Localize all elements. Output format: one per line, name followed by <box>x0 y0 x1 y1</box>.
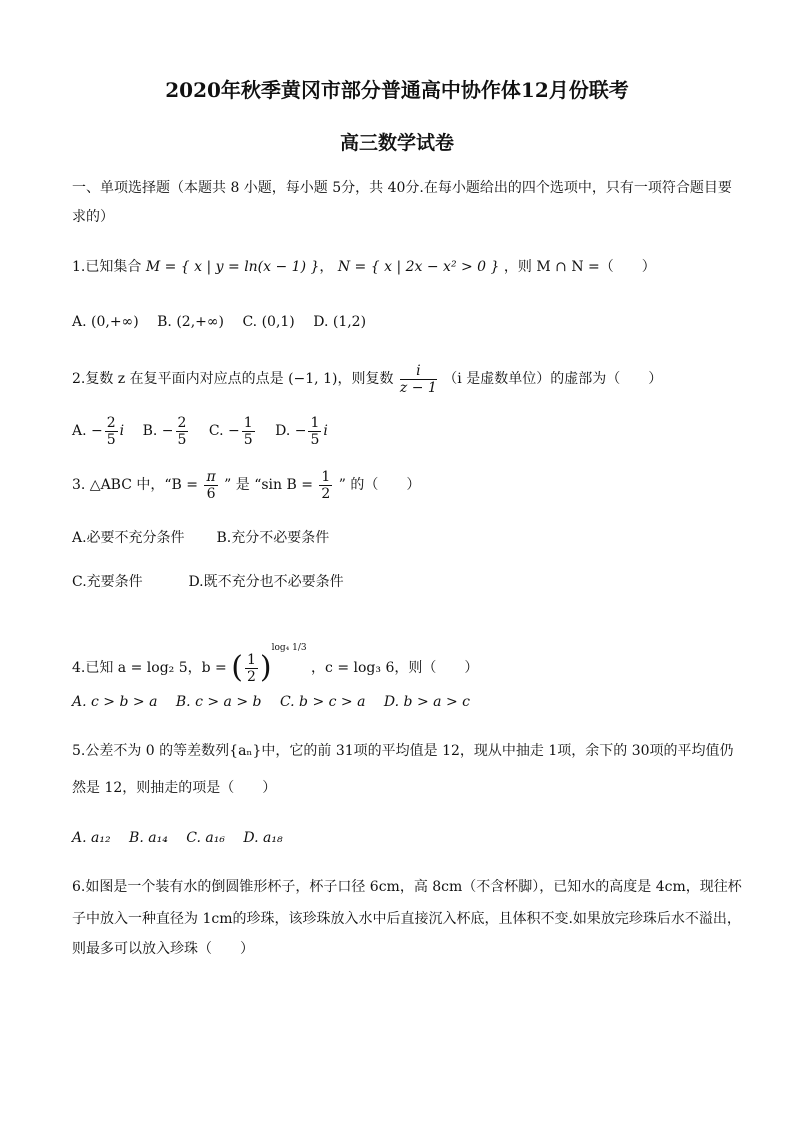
q3-options-row1 <box>72 528 329 548</box>
q1-prefix: 1.已知集合 <box>72 259 142 275</box>
q1-option-c: C. (0,1) <box>242 314 295 330</box>
q2-prefix: 2.复数 z 在复平面内对应点的点是 (−1, 1)，则复数 <box>72 371 394 387</box>
q6-line2: 子中放入一种直径为 1cm的珍珠，该珍珠放入水中后直接沉入杯底，且体积不变.如果放完珍珠后水不溢出， <box>72 911 741 927</box>
q1-options <box>72 312 380 332</box>
q1-set-n: N = { x | 2x − x² > 0 } <box>337 259 500 275</box>
q3-prefix: 3. △ABC 中，“B = <box>72 477 199 493</box>
q4-option-a: A. c > b > a <box>72 694 158 710</box>
q2-option-b: B. − $\frac{2}{5}$ <box>142 414 187 448</box>
q3-option-b: B.充分不必要条件 <box>216 530 330 546</box>
q3-suffix: ” 的（ ） <box>338 477 421 493</box>
q5-option-a: A. a₁₂ <box>72 830 111 846</box>
q5-options <box>72 828 297 848</box>
q3-option-d: D.既不充分也不必要条件 <box>188 574 344 590</box>
q3-option-c: C.充要条件 <box>72 574 143 590</box>
q4-exponent: log₄ 1/3 <box>271 643 307 653</box>
q3-fraction-2: $\frac{1}{2}$ <box>321 468 331 502</box>
q1-option-b: B. (2,+∞) <box>157 314 225 330</box>
question-3 <box>72 466 420 504</box>
q3-options-row2 <box>72 572 344 592</box>
q1-set-m: M = { x | y = ln(x − 1) } <box>145 259 320 275</box>
q2-suffix: （i 是虚数单位）的虚部为（ ） <box>443 371 663 387</box>
q2-frac-num: i <box>400 363 437 380</box>
exam-title: 2020年秋季黄冈市部分普通高中协作体12月份联考 <box>165 78 629 102</box>
q2-option-c: C. − $\frac{1}{5}$ <box>208 414 253 448</box>
q5-line2: 然是 12，则抽走的项是（ ） <box>72 780 277 796</box>
q5-option-d: D. a₁₈ <box>243 830 283 846</box>
q5-line1: 5.公差不为 0 的等差数列{aₙ}中，它的前 31项的平均值是 12，现从中抽走 1项，余下的 30项的平均值仍 <box>72 743 734 759</box>
question-2 <box>72 360 662 398</box>
question-4: 4.已知 a = log₂ 5，b = ( $\frac{1}{2}$ )$^{log_4 1/3}$ ，c = log₃ 6，则（ ） <box>72 643 479 685</box>
q1-suffix: ，则 M ∩ N =（ ） <box>503 259 656 275</box>
q3-option-a: A.必要不充分条件 <box>72 530 185 546</box>
q3-fraction-1: $\frac{\pi}{6}$ <box>206 468 216 502</box>
q2-fraction <box>400 363 437 396</box>
q2-option-d: D. − $\frac{1}{5}$ i <box>275 414 328 448</box>
q4-suffix: ，c = log₃ 6，则（ ） <box>311 660 479 676</box>
exam-subtitle: 高三数学试卷 <box>339 132 454 154</box>
q4-options <box>72 692 484 712</box>
q1-option-a: A. (0,+∞) <box>72 314 139 330</box>
q6-line1: 6.如图是一个装有水的倒圆锥形杯子，杯子口径 6cm，高 8cm（不含杯脚），已知水的高度是 4cm，现往杯 <box>72 879 742 895</box>
question-1: 1.已知集合 M = { x | y = ln(x − 1) }， N = { x | 2x − x² > 0 } ，则 M ∩ N =（ ） <box>72 259 656 275</box>
q4-fraction: $\frac{1}{2}$ <box>246 651 256 685</box>
section-heading-line2: 求的） <box>72 209 114 225</box>
q3-mid: ” 是 “sin B = <box>224 477 313 493</box>
q2-option-a: A. − $\frac{2}{5}$ i <box>72 414 125 448</box>
q4-prefix: 4.已知 a = log₂ 5，b = <box>72 660 227 676</box>
q2-frac-den: z − 1 <box>399 379 437 396</box>
q2-options <box>72 412 342 450</box>
section-heading-line1: 一、单项选择题（本题共 8 小题，每小题 5分，共 40分.在每小题给出的四个选项中，只有一项符合题目要 <box>72 180 732 196</box>
q5-option-c: C. a₁₆ <box>186 830 225 846</box>
q4-option-d: D. b > a > c <box>383 694 470 710</box>
q6-line3: 则最多可以放入珍珠（ ） <box>72 941 254 957</box>
q1-option-d: D. (1,2) <box>313 314 367 330</box>
q5-option-b: B. a₁₄ <box>129 830 168 846</box>
q4-option-c: C. b > c > a <box>279 694 366 710</box>
q4-option-b: B. c > a > b <box>175 694 262 710</box>
